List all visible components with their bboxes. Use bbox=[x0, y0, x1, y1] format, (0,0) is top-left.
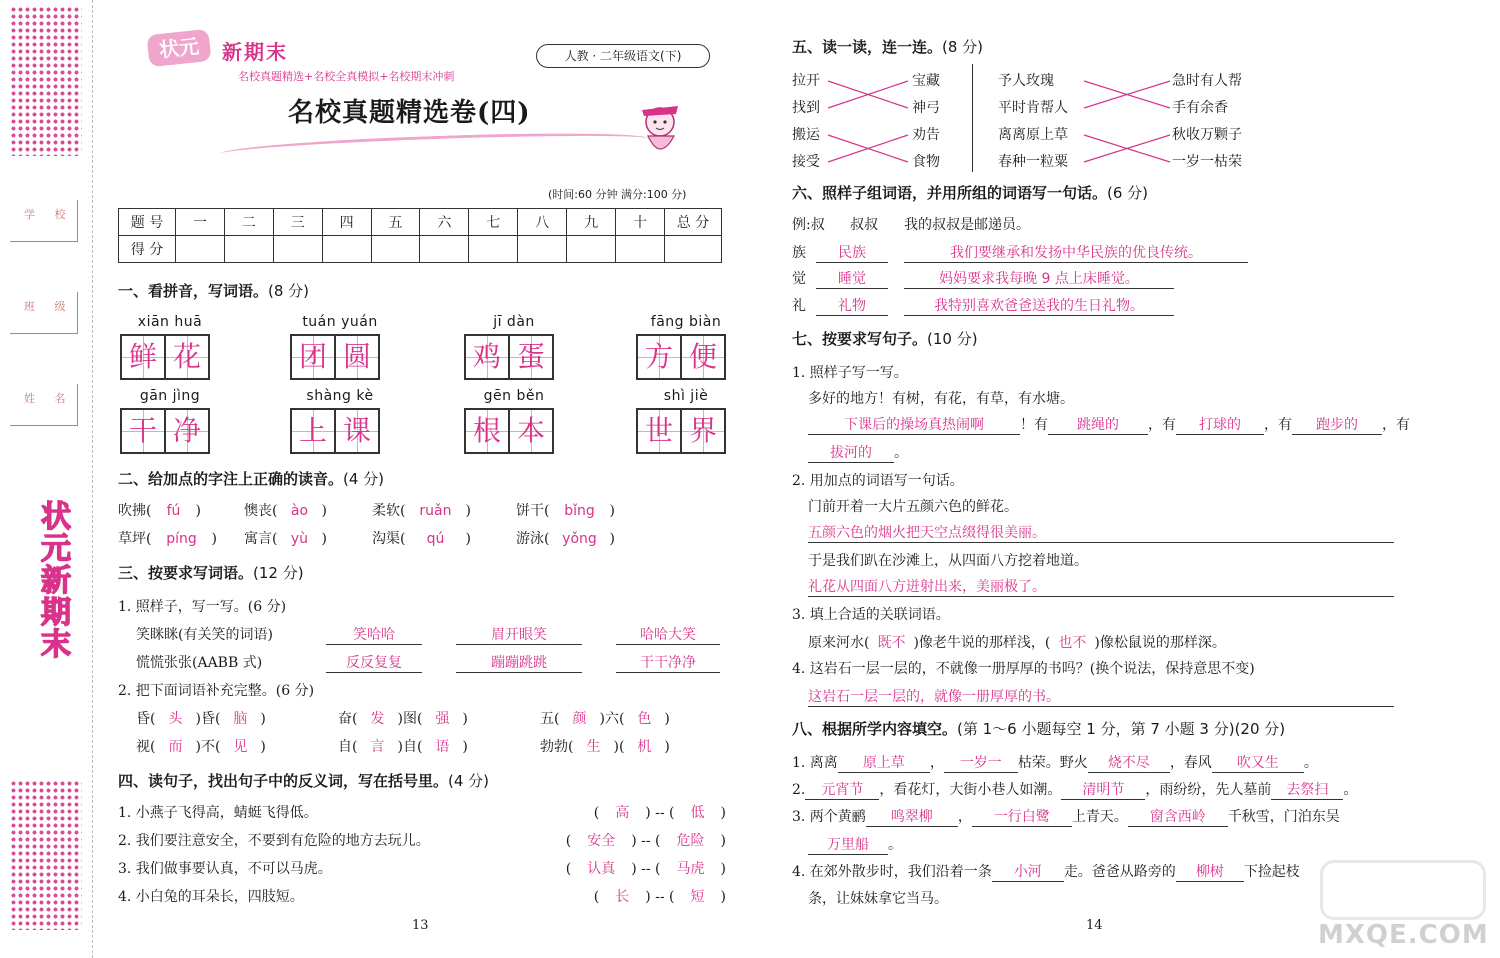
pinyin-item bbox=[464, 388, 564, 454]
sidebar-brand: 状元新期末 bbox=[35, 500, 70, 660]
match-item[interactable]: 找到 bbox=[792, 100, 820, 116]
answer-phrase[interactable]: 烧不尽 bbox=[1088, 752, 1170, 773]
answer-sentence[interactable]: 这岩石一层一层的，就像一册厚厚的书。 bbox=[808, 686, 1394, 707]
char-box[interactable]: 干 bbox=[120, 408, 166, 454]
match-left-a bbox=[792, 68, 820, 176]
pinyin-item bbox=[120, 388, 220, 454]
reading-item: 寓言( yù ) bbox=[244, 531, 327, 547]
answer-pinyin[interactable]: fú bbox=[166, 503, 181, 519]
section-points: (8 分) bbox=[942, 38, 984, 56]
answer-char[interactable]: 颜 bbox=[572, 711, 587, 727]
example-sentence: 我的叔叔是邮递员。 bbox=[904, 217, 1030, 233]
name-label: 姓 名 bbox=[24, 392, 74, 405]
char-box[interactable]: 方 bbox=[636, 334, 682, 380]
answer-char[interactable]: 色 bbox=[637, 711, 652, 727]
answer-char[interactable]: 脑 bbox=[233, 711, 248, 727]
section-3-title bbox=[118, 562, 304, 583]
answer-phrase[interactable]: 柳树 bbox=[1176, 861, 1244, 882]
pinyin-item bbox=[290, 314, 390, 380]
reading-item: 饼干( bǐng ) bbox=[516, 503, 615, 519]
char-box[interactable]: 花 bbox=[164, 334, 210, 380]
antonym-answer: ( 长 ) -- ( 短 ) bbox=[560, 886, 726, 906]
antonym-answer: ( 认真 ) -- ( 马虎 ) bbox=[520, 858, 726, 878]
score-col: 二 bbox=[224, 209, 273, 236]
source-sentence: 于是我们趴在沙滩上，从四面八方挖着地道。 bbox=[808, 553, 1088, 569]
match-item[interactable]: 食物 bbox=[912, 154, 940, 170]
match-right-a bbox=[912, 68, 940, 176]
score-col: 四 bbox=[322, 209, 371, 236]
pinyin-text: shì jiè bbox=[663, 388, 709, 404]
answer-char[interactable]: 而 bbox=[168, 739, 183, 755]
fill-line-2: 2. 元宵节 ，看花灯，大街小巷人如潮。 清明节 ，雨纷纷，先人墓前 去祭扫 。 bbox=[792, 779, 1357, 800]
answer-pinyin[interactable]: qú bbox=[426, 531, 445, 547]
answer-phrase[interactable]: 吹又生 bbox=[1212, 752, 1304, 773]
reading-item: 沟渠( qú ) bbox=[372, 531, 471, 547]
question-7-1: 1. 照样子写一写。 bbox=[792, 365, 908, 381]
answer-word[interactable]: 笑哈哈 bbox=[326, 624, 422, 645]
score-cell[interactable] bbox=[567, 236, 616, 263]
class-label: 班 级 bbox=[24, 300, 74, 313]
section-title-text: 二、给加点的字注上正确的读音。 bbox=[118, 470, 344, 488]
fill-line-4: 4. 在郊外散步时，我们沿着一条 小河 走。爸爸从路旁的 柳树 下捡起枝 bbox=[792, 861, 1300, 882]
example-label: 例:叔 bbox=[792, 217, 825, 233]
word-sentence-row bbox=[792, 242, 1248, 263]
score-table bbox=[118, 208, 722, 263]
answer-pinyin[interactable]: yǒng bbox=[562, 531, 597, 547]
char-box[interactable]: 鲜 bbox=[120, 334, 166, 380]
decorative-dot-pattern-bottom bbox=[10, 780, 82, 930]
answer-word[interactable]: 低 bbox=[690, 805, 705, 821]
section-points: (8 分) bbox=[268, 282, 310, 300]
match-right-b bbox=[1172, 68, 1242, 176]
char-box[interactable]: 课 bbox=[334, 408, 380, 454]
source-char: 族 bbox=[792, 245, 806, 261]
reading-item: 吹拂( fú ) bbox=[118, 503, 201, 519]
section-5-title bbox=[792, 36, 983, 57]
question-3-1: 1. 照样子，写一写。(6 分) bbox=[118, 599, 287, 615]
answer-word[interactable]: 民族 bbox=[816, 242, 888, 263]
example-sentence: 多好的地方！有树，有花，有草，有水塘。 bbox=[808, 391, 1074, 407]
question-7-4: 4. 这岩石一层一层的，不就像一册厚厚的书吗？(换个说法，保持意思不变) bbox=[792, 661, 1255, 677]
antonym-sentence: 4. 小白兔的耳朵长，四肢短。 bbox=[118, 889, 304, 905]
answer-word[interactable]: 高 bbox=[615, 805, 630, 821]
answer-pinyin[interactable]: píng bbox=[166, 531, 197, 547]
pinyin-item bbox=[290, 388, 390, 454]
question-7-3: 3. 填上合适的关联词语。 bbox=[792, 607, 950, 623]
section-title-text: 一、看拼音，写词语。 bbox=[118, 282, 269, 300]
school-field bbox=[10, 200, 78, 242]
score-table-score-row bbox=[119, 236, 722, 263]
question-7-2: 2. 用加点的词语写一句话。 bbox=[792, 473, 964, 489]
answer-char[interactable]: 发 bbox=[370, 711, 385, 727]
pinyin-text: jī dàn bbox=[493, 314, 535, 330]
answer-phrase[interactable]: 鸣翠柳 bbox=[866, 806, 958, 827]
score-row-label: 题 号 bbox=[119, 209, 176, 236]
antonym-sentence: 1. 小燕子飞得高，蜻蜓飞得低。 bbox=[118, 805, 318, 821]
score-cell[interactable] bbox=[371, 236, 420, 263]
char-box[interactable]: 鸡 bbox=[464, 334, 510, 380]
answer-char[interactable]: 机 bbox=[637, 739, 652, 755]
source-sentence: 门前开着一大片五颜六色的鲜花。 bbox=[808, 499, 1018, 515]
section-title-text: 四、读句子，找出句子中的反义词，写在括号里。 bbox=[118, 772, 449, 790]
school-label: 学 校 bbox=[24, 208, 74, 221]
match-item[interactable]: 急时有人帮 bbox=[1172, 73, 1242, 89]
class-field bbox=[10, 292, 78, 334]
answer-pinyin[interactable]: ào bbox=[290, 503, 309, 519]
answer-pinyin[interactable]: bǐng bbox=[564, 503, 595, 519]
answer-row-7-1b: 拔河的 。 bbox=[808, 442, 908, 463]
word-sentence-row bbox=[792, 295, 1174, 316]
match-item[interactable]: 神弓 bbox=[912, 100, 940, 116]
char-box[interactable]: 界 bbox=[680, 408, 726, 454]
idiom-fill: 视( 而 )不( 见 ) bbox=[136, 736, 266, 756]
brand-logo bbox=[146, 29, 211, 67]
char-box[interactable]: 本 bbox=[508, 408, 554, 454]
brand-name: 新期末 bbox=[222, 40, 288, 64]
answer-phrase[interactable]: 拔河的 bbox=[808, 442, 894, 463]
section-2-title bbox=[118, 468, 384, 489]
example-row bbox=[792, 214, 1030, 234]
char-box[interactable]: 上 bbox=[290, 408, 336, 454]
exam-meta: (时间:60 分钟 满分:100 分) bbox=[548, 188, 687, 201]
answer-word[interactable]: 眉开眼笑 bbox=[456, 624, 582, 645]
answer-phrase[interactable]: 一行白鹭 bbox=[972, 806, 1072, 827]
answer-word[interactable]: 短 bbox=[690, 889, 705, 905]
match-left-b bbox=[998, 68, 1068, 176]
answer-phrase[interactable]: 原上草 bbox=[838, 752, 930, 773]
binding-line bbox=[92, 0, 93, 958]
page-title: 名校真题精选卷(四) bbox=[288, 98, 531, 128]
score-cell[interactable] bbox=[665, 236, 722, 263]
match-item[interactable]: 予人玫瑰 bbox=[998, 73, 1054, 89]
score-col: 七 bbox=[469, 209, 518, 236]
pinyin-text: fāng biàn bbox=[650, 314, 722, 330]
score-cell[interactable] bbox=[469, 236, 518, 263]
pinyin-item bbox=[464, 314, 564, 380]
answer-char[interactable]: 头 bbox=[168, 711, 183, 727]
answer-word[interactable]: 既不 bbox=[877, 635, 906, 651]
match-item[interactable]: 宝藏 bbox=[912, 73, 940, 89]
idiom-fill: 五( 颜 )六( 色 ) bbox=[540, 708, 670, 728]
match-item[interactable]: 离离原上草 bbox=[998, 127, 1068, 143]
score-col-total: 总 分 bbox=[665, 209, 722, 236]
pinyin-item bbox=[636, 388, 736, 454]
section-points: (4 分) bbox=[343, 470, 385, 488]
answer-pinyin[interactable]: ruǎn bbox=[419, 503, 452, 519]
score-cell[interactable] bbox=[273, 236, 322, 263]
score-col: 八 bbox=[518, 209, 567, 236]
row-label: 笑眯眯(有关笑的词语) bbox=[136, 627, 273, 643]
answer-sentence[interactable]: 妈妈要求我每晚 9 点上床睡觉。 bbox=[904, 268, 1174, 289]
section-7-title bbox=[792, 328, 978, 349]
answer-line bbox=[808, 686, 1394, 707]
fill-line-1: 1. 离离 原上草 ， 一岁一 枯荣。野火 烧不尽 ，春风 吹又生 。 bbox=[792, 752, 1318, 773]
fill-line-3b: 万里船 。 bbox=[808, 834, 902, 855]
char-box[interactable]: 根 bbox=[464, 408, 510, 454]
pinyin-text: gēn běn bbox=[483, 388, 545, 404]
match-lines-a bbox=[826, 68, 910, 176]
reading-item: 柔软( ruǎn ) bbox=[372, 503, 471, 519]
score-cell[interactable] bbox=[322, 236, 371, 263]
source-char: 礼 bbox=[792, 298, 806, 314]
idiom-fill: 奋( 发 )图( 强 ) bbox=[338, 708, 468, 728]
watermark-text: MXQE.COM bbox=[1318, 920, 1489, 950]
answer-row-7-1: 下课后的操场真热闹啊 ！有 跳绳的 ，有 打球的 ，有 跑步的 ，有 bbox=[808, 414, 1410, 435]
section-6-title bbox=[792, 182, 1148, 203]
section-points: (4 分) bbox=[448, 772, 490, 790]
word-sentence-row bbox=[792, 268, 1174, 289]
match-item[interactable]: 拉开 bbox=[792, 73, 820, 89]
fill-line-4b: 条，让妹妹拿它当马。 bbox=[808, 891, 948, 907]
score-col: 六 bbox=[420, 209, 469, 236]
section-points: (6 分) bbox=[1107, 184, 1149, 202]
answer-word[interactable]: 礼物 bbox=[816, 295, 888, 316]
reading-item: 懊丧( ào ) bbox=[244, 503, 327, 519]
antonym-answer: ( 高 ) -- ( 低 ) bbox=[560, 802, 726, 822]
name-field bbox=[10, 384, 78, 426]
answer-word[interactable]: 蹦蹦跳跳 bbox=[456, 652, 582, 673]
row-label: 慌慌张张(AABB 式) bbox=[136, 655, 263, 671]
word-row-2 bbox=[136, 652, 720, 673]
fill-line-3: 3. 两个黄鹂 鸣翠柳 ， 一行白鹭 上青天。 窗含西岭 千秋雪，门泊东吴 bbox=[792, 806, 1340, 827]
answer-word[interactable]: 睡觉 bbox=[816, 268, 888, 289]
answer-phrase[interactable]: 元宵节 bbox=[805, 779, 879, 800]
answer-char[interactable]: 见 bbox=[233, 739, 248, 755]
reading-item: 游泳( yǒng ) bbox=[516, 531, 615, 547]
match-item[interactable]: 平时肯帮人 bbox=[998, 100, 1068, 116]
char-box[interactable]: 便 bbox=[680, 334, 726, 380]
score-cell[interactable] bbox=[518, 236, 567, 263]
match-item[interactable]: 劝告 bbox=[912, 127, 940, 143]
answer-pinyin[interactable]: yù bbox=[290, 531, 309, 547]
answer-line bbox=[808, 522, 1394, 543]
answer-phrase[interactable]: 窗含西岭 bbox=[1128, 806, 1228, 827]
header-slogan: 名校真题精选+名校全真模拟+名校期末冲刺 bbox=[238, 70, 455, 83]
answer-char[interactable]: 语 bbox=[435, 739, 450, 755]
answer-phrase[interactable]: 跳绳的 bbox=[1048, 414, 1148, 435]
section-8-title bbox=[792, 718, 1285, 739]
char-box[interactable]: 世 bbox=[636, 408, 682, 454]
answer-phrase[interactable]: 跑步的 bbox=[1292, 414, 1382, 435]
pinyin-text: xiān huā bbox=[137, 314, 203, 330]
section-points: (第 1～6 小题每空 1 分，第 7 小题 3 分)(20 分) bbox=[957, 720, 1286, 738]
char-box[interactable]: 净 bbox=[164, 408, 210, 454]
match-item[interactable]: 手有余香 bbox=[1172, 100, 1228, 116]
section-1-title bbox=[118, 280, 309, 301]
answer-char[interactable]: 强 bbox=[435, 711, 450, 727]
answer-line bbox=[808, 576, 1394, 597]
answer-word[interactable]: 反反复复 bbox=[326, 652, 422, 673]
question-3-2: 2. 把下面词语补充完整。(6 分) bbox=[118, 683, 315, 699]
watermark-badge bbox=[1320, 860, 1486, 920]
answer-sentence[interactable]: 我特别喜欢爸爸送我的生日礼物。 bbox=[904, 295, 1174, 316]
answer-phrase[interactable]: 万里船 bbox=[808, 834, 888, 855]
answer-word[interactable]: 哈哈大笑 bbox=[616, 624, 720, 645]
page-number-right: 14 bbox=[1086, 918, 1103, 933]
grade-tag: 人教 · 二年级语文(下) bbox=[536, 44, 710, 68]
answer-phrase[interactable]: 下课后的操场真热闹啊 bbox=[808, 414, 1020, 435]
pinyin-text: tuán yuán bbox=[302, 314, 378, 330]
source-char: 觉 bbox=[792, 271, 806, 287]
idiom-fill: 昏( 头 )昏( 脑 ) bbox=[136, 708, 266, 728]
answer-word[interactable]: 也不 bbox=[1058, 635, 1087, 651]
section-title-text: 三、按要求写词语。 bbox=[118, 564, 254, 582]
match-divider bbox=[972, 64, 973, 172]
score-table-header-row bbox=[119, 209, 722, 236]
answer-word[interactable]: 长 bbox=[615, 889, 630, 905]
conjunction-row: 原来河水( 既不 )像老牛说的那样浅，( 也不 )像松鼠说的那样深。 bbox=[808, 632, 1226, 652]
section-title-text: 六、照样子组词语，并用所组的词语写一句话。 bbox=[792, 184, 1108, 202]
reading-item: 草坪( píng ) bbox=[118, 531, 217, 547]
word-row-1 bbox=[136, 624, 720, 645]
answer-char[interactable]: 言 bbox=[370, 739, 385, 755]
score-cell[interactable] bbox=[616, 236, 665, 263]
pinyin-item bbox=[120, 314, 220, 380]
answer-sentence[interactable]: 礼花从四面八方迸射出来，美丽极了。 bbox=[808, 576, 1394, 597]
match-item[interactable]: 春种一粒粟 bbox=[998, 154, 1068, 170]
answer-phrase[interactable]: 一岁一 bbox=[944, 752, 1018, 773]
score-col: 三 bbox=[273, 209, 322, 236]
pinyin-item bbox=[636, 314, 736, 380]
char-box[interactable]: 团 bbox=[290, 334, 336, 380]
section-title-text: 五、读一读，连一连。 bbox=[792, 38, 943, 56]
answer-sentence[interactable]: 五颜六色的烟火把天空点缀得很美丽。 bbox=[808, 522, 1394, 543]
idiom-fill: 勃勃( 生 )( 机 ) bbox=[540, 736, 670, 756]
answer-sentence[interactable]: 我们要继承和发扬中华民族的优良传统。 bbox=[904, 242, 1248, 263]
answer-phrase[interactable]: 小河 bbox=[992, 861, 1064, 882]
antonym-sentence: 3. 我们做事要认真，不可以马虎。 bbox=[118, 861, 332, 877]
answer-phrase[interactable]: 去祭扫 bbox=[1271, 779, 1343, 800]
answer-word[interactable]: 危险 bbox=[676, 833, 705, 849]
answer-word[interactable]: 认真 bbox=[587, 861, 616, 877]
example-word: 叔叔 bbox=[850, 217, 878, 233]
section-title-text: 八、根据所学内容填空。 bbox=[792, 720, 958, 738]
antonym-sentence: 2. 我们要注意安全，不要到有危险的地方去玩儿。 bbox=[118, 833, 430, 849]
score-col: 一 bbox=[176, 209, 225, 236]
char-box[interactable]: 圆 bbox=[334, 334, 380, 380]
section-title-text: 七、按要求写句子。 bbox=[792, 330, 928, 348]
match-item[interactable]: 搬运 bbox=[792, 127, 820, 143]
match-lines-b bbox=[1082, 68, 1172, 176]
score-cell[interactable] bbox=[420, 236, 469, 263]
pinyin-text: gān jìng bbox=[139, 388, 201, 404]
answer-phrase[interactable]: 打球的 bbox=[1176, 414, 1264, 435]
section-points: (12 分) bbox=[253, 564, 304, 582]
match-item[interactable]: 秋收万颗子 bbox=[1172, 127, 1242, 143]
answer-word[interactable]: 干干净净 bbox=[616, 652, 720, 673]
section-points: (10 分) bbox=[927, 330, 978, 348]
answer-phrase[interactable]: 清明节 bbox=[1061, 779, 1145, 800]
score-col: 五 bbox=[371, 209, 420, 236]
answer-word[interactable]: 马虎 bbox=[676, 861, 705, 877]
answer-word[interactable]: 安全 bbox=[587, 833, 616, 849]
score-cell[interactable] bbox=[224, 236, 273, 263]
score-cell[interactable] bbox=[176, 236, 225, 263]
match-item[interactable]: 一岁一枯荣 bbox=[1172, 154, 1242, 170]
brand-logo-text: 状元 bbox=[157, 33, 201, 63]
score-col: 十 bbox=[616, 209, 665, 236]
char-box[interactable]: 蛋 bbox=[508, 334, 554, 380]
title-swoosh bbox=[220, 129, 650, 165]
pinyin-text: shàng kè bbox=[306, 388, 374, 404]
page-number-left: 13 bbox=[412, 918, 429, 933]
answer-char[interactable]: 生 bbox=[586, 739, 601, 755]
decorative-dot-pattern-top bbox=[10, 6, 82, 156]
antonym-answer: ( 安全 ) -- ( 危险 ) bbox=[520, 830, 726, 850]
section-4-title bbox=[118, 770, 489, 791]
idiom-fill: 自( 言 )自( 语 ) bbox=[338, 736, 468, 756]
match-item[interactable]: 接受 bbox=[792, 154, 820, 170]
score-row-label: 得 分 bbox=[119, 236, 176, 263]
cartoon-scholar-icon bbox=[632, 96, 690, 160]
score-col: 九 bbox=[567, 209, 616, 236]
